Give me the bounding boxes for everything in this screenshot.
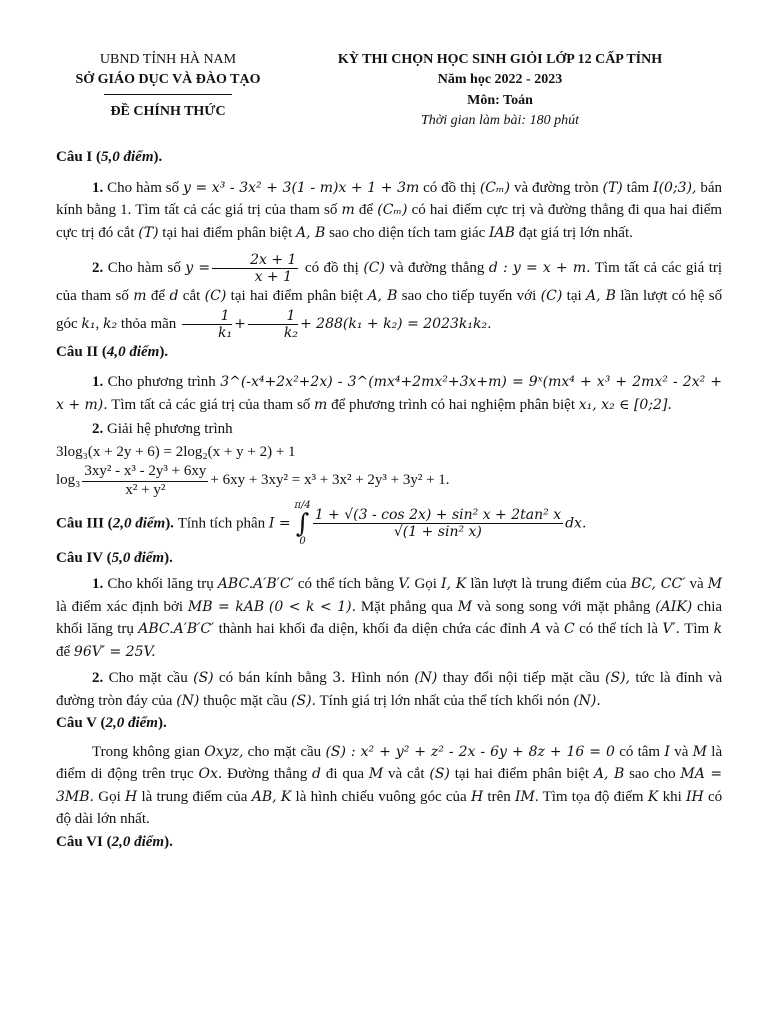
integral-sign: π/4 ∫ 0 bbox=[294, 499, 311, 547]
question-4-part-2: 2. Cho mặt cầu (S) có bán kính bằng 3. Hình nón (N) thay đổi nội tiếp mặt cầu (S), tức là đỉnh và đường tròn đáy của (N) thuộc mặt cầu (S). Tính giá trị lớn nhất của thể tích khối nón (N). bbox=[56, 670, 723, 709]
time-allowed: Thời gian làm bài: 180 phút bbox=[421, 112, 579, 128]
official-exam-label: ĐỀ CHÍNH THỨC bbox=[110, 103, 226, 119]
school-year: Năm học 2022 - 2023 bbox=[437, 72, 563, 88]
question-5-heading: Câu V (2,0 điểm). bbox=[56, 715, 167, 732]
rational-function-fraction: $\frac{2x + 1}{x + 1}$ bbox=[212, 252, 298, 285]
question-5-text: Trong không gian Oxyz, cho mặt cầu (S) : x² + y² + z² - 2x - 6y + 8z + 16 = 0 có tâm I và M là điểm di động trên trục Ox. Đường thẳng d đi qua M và cắt (S) tại hai điểm phân biệt A, B sao cho MA = 3MB. Gọi H là trung điểm của AB, K là hình chiếu vuông góc của H trên IM. Tìm tọa độ điểm K khi IH có độ dài lớn nhất. bbox=[56, 743, 723, 828]
department-name: SỞ GIÁO DỤC VÀ ĐÀO TẠO bbox=[75, 72, 261, 88]
issuer-block bbox=[48, 50, 288, 122]
sphere-equation: (S) : x² + y² + z² - 2x - 6y + 8z + 16 = 0 bbox=[325, 743, 615, 760]
system-equation-2: log₃ $\frac{\text{3xy² - x³ - 2y³ + 6xy}}{\text{x² + y²}}$ + 6xy + 3xy² = x³ + 3x² + 2y³ + 3y² + 1. bbox=[56, 463, 450, 498]
system-equation-1: 3log₃(x + 2y + 6) = 2log₂(x + y + 2) + 1 bbox=[56, 443, 296, 460]
question-1-part-2: 2. Cho hàm số y = $\frac{2x + 1}{x + 1}$ có đồ thị (C) và đường thẳng d : y = x + m. Tìm tất cả các giá trị của tham số m để d cắt (C) tại hai điểm phân biệt A, B sao cho tiếp tuyến với (C) tại A, B lần lượt có hệ số góc k₁, k₂ thỏa mãn $\frac{1}{\text{k₁}}$ + $\frac{1}{\text{k₂}}$ + 288(k₁ + k₂) = 2023k₁k₂. bbox=[56, 252, 723, 341]
slope-condition: + 288(k₁ + k₂) = 2023k₁k₂. bbox=[300, 315, 492, 332]
province-committee: UBND TỈNH HÀ NAM bbox=[99, 52, 237, 67]
question-4-part-1: 1. Cho khối lăng trụ ABC.A′B′C′ có thể tích bằng V. Gọi I, K lần lượt là trung điểm của BC, CC′ và M là điểm xác định bởi MB = kAB (0 < k < 1). Mặt phẳng qua M và song song với mặt phẳng (AIK) chia khối lăng trụ ABC.A′B′C′ thành hai khối đa diện, khối đa diện chứa các đỉnh A và C có thể tích là V′. Tìm k để 96V′ = 25V. bbox=[56, 576, 723, 660]
question-1-part-1: 1. Cho hàm số y = x³ - 3x² + 3(1 - m)x + 1 + 3m có đồ thị (Cₘ) và đường tròn (T) tâm I(0;3), bán kính bằng 1. Tìm tất cả các giá trị của tham số m để (Cₘ) có hai điểm cực trị và đường thẳng đi qua hai điểm cực trị đó cắt (T) tại hai điểm phân biệt A, B sao cho diện tích tam giác IAB đạt giá trị lớn nhất. bbox=[56, 179, 723, 241]
header-divider bbox=[104, 94, 232, 95]
question-6-heading: Câu VI (2,0 điểm). bbox=[56, 833, 173, 850]
exam-body bbox=[56, 146, 722, 853]
exam-title: KỲ THI CHỌN HỌC SINH GIỎI LỚP 12 CẤP TỈNH bbox=[337, 52, 663, 67]
question-2-part-1: 1. Cho phương trình 3^(-x⁴+2x²+2x) - 3^(mx⁴+2mx²+3x+m) = 9ˣ(mx⁴ + x³ + 2mx² - 2x² + x + m). Tìm tất cả các giá trị của tham số m để phương trình có hai nghiệm phân biệt x₁, x₂ ∈ [0;2]. bbox=[56, 374, 723, 413]
integrand-fraction: $\frac{\text{1 + √(3 - cos 2x) + sin² x + 2tan² x}}{\text{√(1 + sin² x)}}$ bbox=[314, 507, 562, 541]
question-2-heading: Câu II (4,0 điểm). bbox=[56, 343, 169, 360]
question-2-part-2: 2. Giải hệ phương trình bbox=[92, 421, 233, 438]
question-1-heading: Câu I (5,0 điểm). bbox=[56, 149, 163, 165]
subject: Môn: Toán bbox=[467, 92, 533, 108]
question-3-heading: Câu III (2,0 điểm). Tính tích phân I = π/4 ∫ 0 $\frac{\text{1 + √(3 - cos 2x) + sin² x + 2tan² x}}{\text{√(1 + sin² x)}}$ dx. bbox=[56, 499, 587, 547]
cubic-function: y = x³ - 3x² + 3(1 - m)x + 1 + 3m bbox=[182, 179, 420, 196]
exam-info-block bbox=[290, 50, 710, 131]
question-4-heading: Câu IV (5,0 điểm). bbox=[56, 549, 173, 566]
exponential-equation: 3^(-x⁴+2x²+2x) - 3^(mx⁴+2mx²+3x+m) = 9ˣ(mx⁴ + x³ + 2mx² - 2x² + x + m). bbox=[56, 374, 723, 413]
